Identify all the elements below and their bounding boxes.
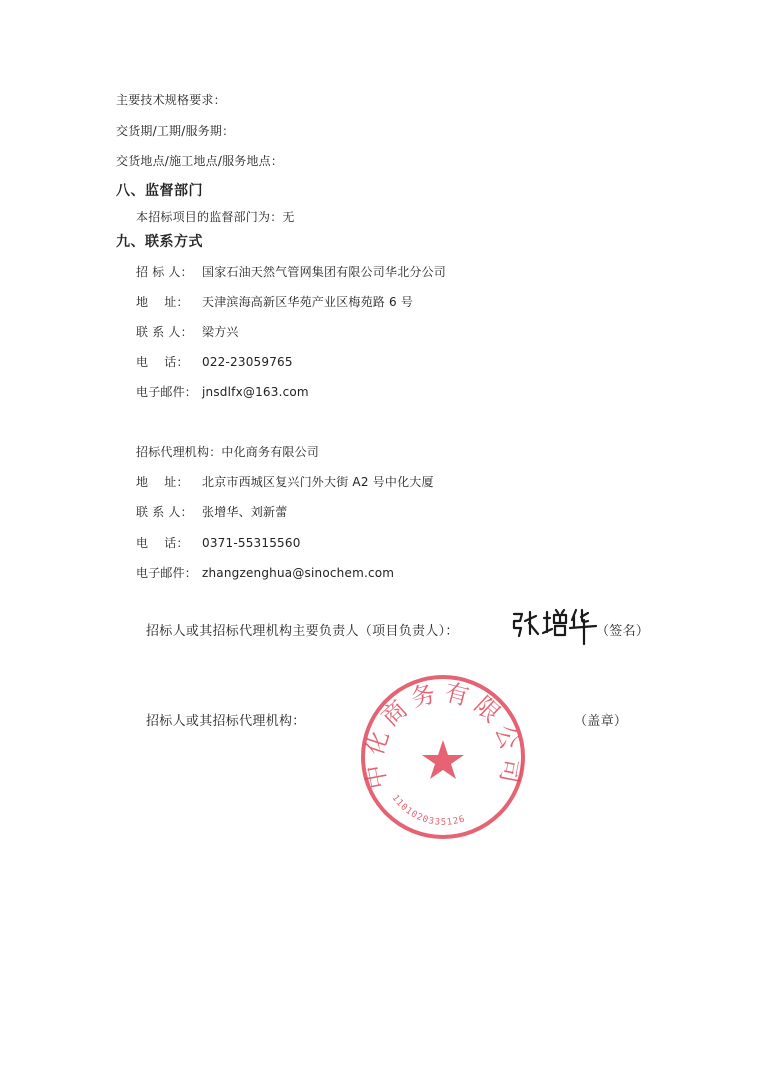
agency-email-row [136,565,394,581]
agency-address-value: 北京市西城区复兴门外大街 A2 号中化大厦 [202,475,434,489]
section8-text: 本招标项目的监督部门为：无 [136,210,295,224]
agency-phone-value: 0371-55315560 [202,536,301,550]
tenderer-phone-value: 022-23059765 [202,355,293,369]
tenderer-contact-value: 梁方兴 [202,325,239,339]
tenderer-address-label: 地 址： [136,295,189,309]
seal-suffix: （盖章） [574,714,628,729]
agency-contact-label: 联 系 人： [136,505,193,519]
tenderer-address-value: 天津滨海高新区华苑产业区梅苑路 6 号 [202,295,414,309]
agency-address-label: 地 址： [136,475,189,489]
agency-email-label: 电子邮件： [136,566,198,580]
agency-contact-row [136,504,287,520]
agency-phone-label: 电 话： [136,536,189,550]
agency-name-label: 招标代理机构： [136,445,222,459]
company-seal [358,672,528,842]
delivery-period-label: 交货期/工期/服务期： [116,124,235,138]
seal-company-text: 中化商务有限公司 [359,678,527,792]
tenderer-contact-row [136,324,239,340]
tenderer-email-row [136,384,309,400]
tenderer-contact-label: 联 系 人： [136,325,193,339]
agency-name-row [136,444,319,460]
svg-text:1101020335126 [390,793,467,828]
agency-phone-row [136,535,301,551]
agency-name-value: 中化商务有限公司 [221,445,320,459]
seal-number-text: 1101020335126 [389,793,467,828]
seal-line-label: 招标人或其招标代理机构： [146,714,306,729]
tenderer-address-row [136,294,413,310]
signature-line-label: 招标人或其招标代理机构主要负责人（项目负责人）： [146,624,459,639]
tenderer-email-label: 电子邮件： [136,385,198,399]
agency-address-row [136,474,434,490]
tenderer-phone-row [136,354,293,370]
seal-star-icon [422,740,464,779]
tenderer-phone-label: 电 话： [136,355,189,369]
handwritten-signature [508,604,604,648]
tech-spec-label: 主要技术规格要求： [116,93,226,107]
section9-title: 九、联系方式 [116,234,203,250]
svg-text:中化商务有限公司 [360,678,527,791]
signature-suffix: （签名） [596,624,650,639]
delivery-location-label: 交货地点/施工地点/服务地点： [116,154,284,168]
tenderer-name-label: 招 标 人： [136,265,193,279]
tenderer-name-row [136,264,446,280]
tenderer-name-value: 国家石油天然气管网集团有限公司华北分公司 [202,265,447,279]
agency-email-value: zhangzenghua@sinochem.com [202,566,395,580]
agency-contact-value: 张增华、刘新蕾 [202,505,288,519]
section8-title: 八、监督部门 [116,183,203,199]
tenderer-email-value: jnsdlfx@163.com [202,385,309,399]
